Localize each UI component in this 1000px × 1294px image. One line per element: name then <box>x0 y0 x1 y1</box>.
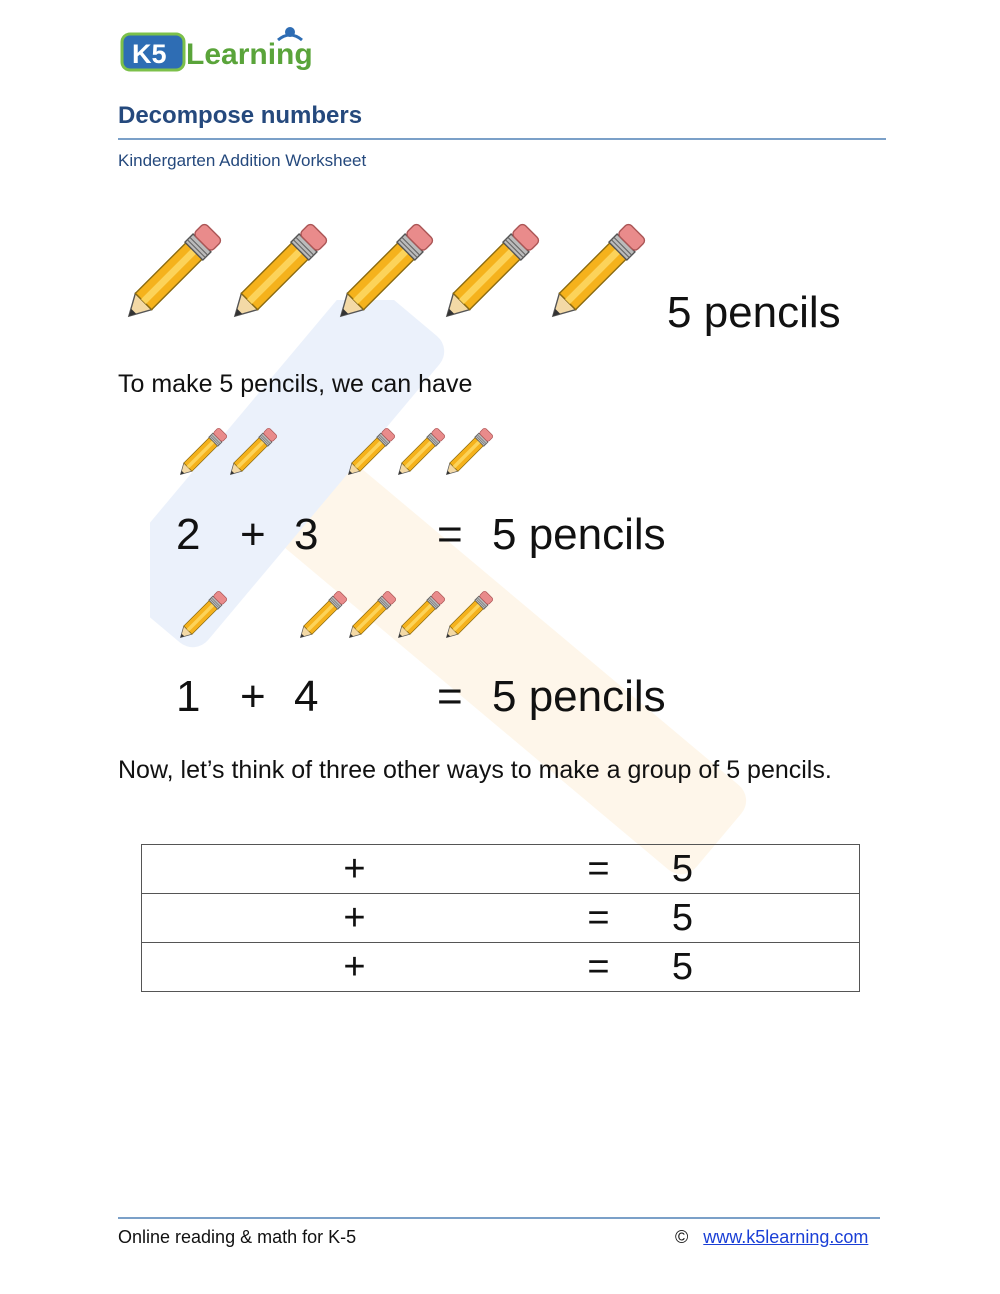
equation-1-pencils <box>172 425 502 485</box>
header-divider <box>118 138 886 140</box>
pencil-icon <box>430 218 545 333</box>
equals-sign: = <box>570 845 628 894</box>
addend-b-blank[interactable] <box>384 894 570 943</box>
equation-1-equals: = <box>437 510 463 559</box>
example-label: 5 pencils <box>667 288 841 337</box>
pencil-icon <box>222 425 280 483</box>
pencil-icon <box>112 218 227 333</box>
svg-text:Learning: Learning <box>186 38 313 71</box>
example-pencil-group <box>112 218 652 338</box>
addend-b-blank[interactable] <box>384 845 570 894</box>
row-spacer <box>738 943 860 992</box>
answer-row <box>142 894 860 943</box>
answer-row <box>142 943 860 992</box>
equals-sign: = <box>570 943 628 992</box>
equation-2-addend-b: 4 <box>294 672 319 721</box>
equation-2-pencils <box>172 588 502 648</box>
footer-copyright <box>675 1227 868 1248</box>
plus-sign: + <box>326 845 384 894</box>
equation-2-addend-a: 1 <box>176 672 201 721</box>
equation-2-result: 5 pencils <box>492 672 666 721</box>
pencil-icon <box>324 218 439 333</box>
equation-1-plus: + <box>240 510 266 559</box>
footer-tagline: Online reading & math for K-5 <box>118 1227 357 1247</box>
addend-a-blank[interactable] <box>142 943 326 992</box>
addend-b-blank[interactable] <box>384 943 570 992</box>
intro-text: To make 5 pencils, we can have <box>118 370 473 398</box>
plus-sign: + <box>326 894 384 943</box>
equation-1-addend-a: 2 <box>176 510 201 559</box>
pencil-icon <box>438 425 496 483</box>
answer-table <box>141 844 860 992</box>
k5-learning-logo <box>120 22 335 80</box>
plus-sign: + <box>326 943 384 992</box>
website-link[interactable]: www.k5learning.com <box>703 1227 869 1247</box>
total-value: 5 <box>628 894 738 943</box>
addend-a-blank[interactable] <box>142 894 326 943</box>
equals-sign: = <box>570 894 628 943</box>
total-value: 5 <box>628 845 738 894</box>
addend-a-blank[interactable] <box>142 845 326 894</box>
pencil-icon <box>438 588 496 646</box>
pencil-icon <box>536 218 651 333</box>
equation-1-addend-b: 3 <box>294 510 319 559</box>
total-value: 5 <box>628 943 738 992</box>
row-spacer <box>738 894 860 943</box>
exercise-prompt: Now, let’s think of three other ways to make a group of 5 pencils. <box>118 756 832 784</box>
footer-divider <box>118 1217 880 1219</box>
pencil-icon <box>172 588 230 646</box>
equation-2-plus: + <box>240 672 266 721</box>
pencil-icon <box>218 218 333 333</box>
equation-2-equals: = <box>437 672 463 721</box>
row-spacer <box>738 845 860 894</box>
answer-row <box>142 845 860 894</box>
copyright-symbol: © <box>675 1227 689 1247</box>
page-title: Decompose numbers <box>118 102 363 129</box>
svg-text:K5: K5 <box>132 39 167 69</box>
equation-1-result: 5 pencils <box>492 510 666 559</box>
page-subtitle: Kindergarten Addition Worksheet <box>118 151 367 170</box>
